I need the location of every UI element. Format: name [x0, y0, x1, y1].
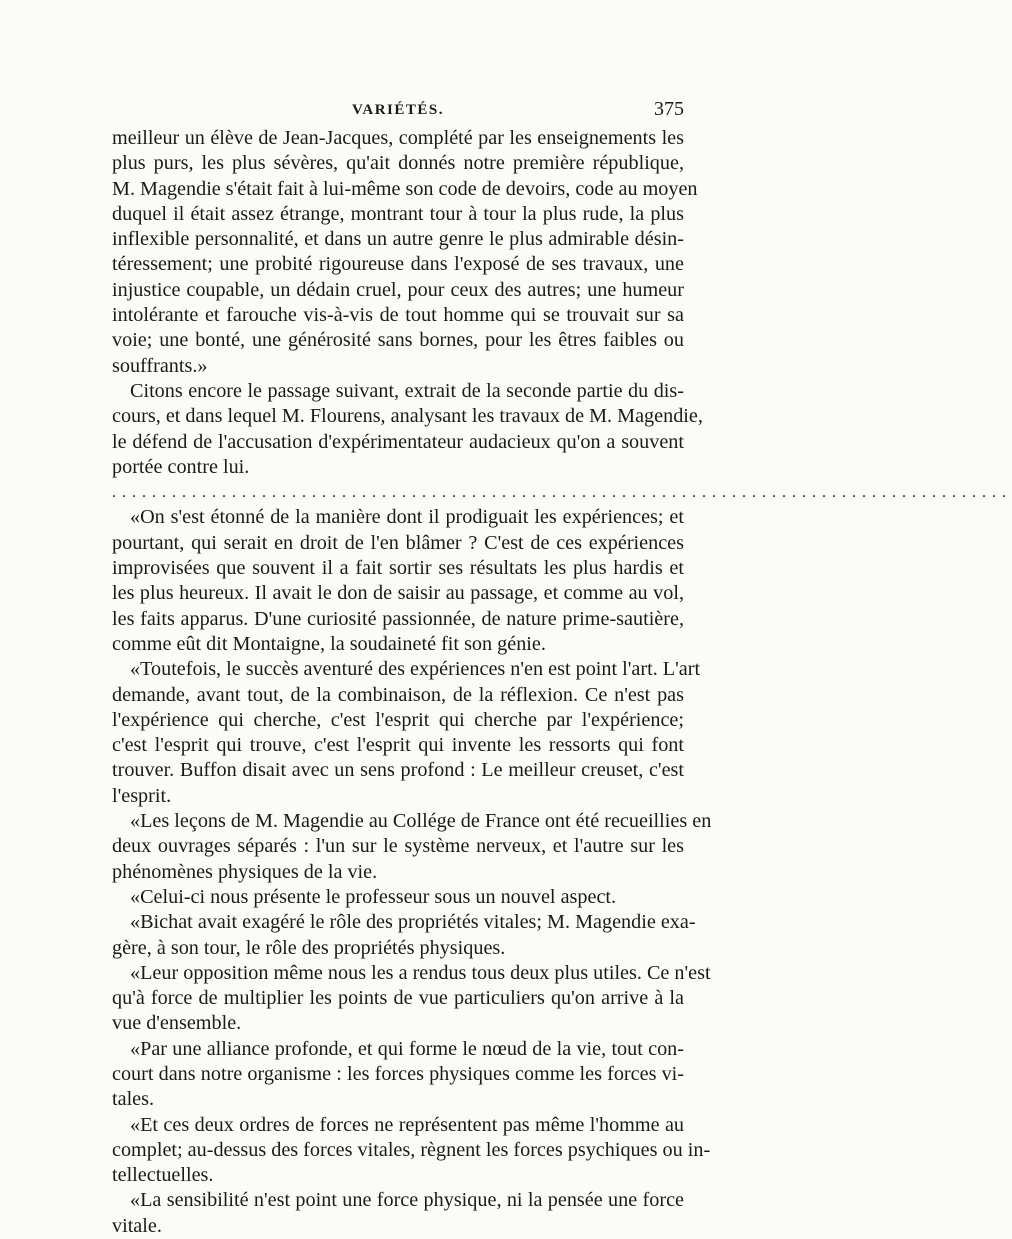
- text-line: duquel il était assez étrange, montrant tour à tour la plus rude, la plus: [112, 202, 684, 225]
- text-line: «Celui-ci nous présente le professeur sous un nouvel aspect.: [130, 885, 617, 908]
- text-line: «Et ces deux ordres de forces ne représentent pas même l'homme au: [130, 1113, 684, 1136]
- text-line: meilleur un élève de Jean-Jacques, complété par les enseignements les: [112, 127, 684, 149]
- text-line: Citons encore le passage suivant, extrait de la seconde partie du dis-: [130, 379, 684, 402]
- text-line: «On s'est étonné de la manière dont il prodiguait les expériences; et: [130, 506, 684, 529]
- page-header: [112, 96, 684, 126]
- text-line: plus purs, les plus sévères, qu'ait donnés notre première république,: [112, 152, 684, 175]
- text-line: qu'à force de multiplier les points de vue particuliers qu'on arrive à la: [112, 987, 684, 1010]
- text-line: M. Magendie s'était fait à lui-même son code de devoirs, code au moyen: [112, 177, 698, 200]
- text-line: portée contre lui.: [112, 455, 250, 478]
- text-line: improvisées que souvent il a fait sortir ses résultats les plus hardis et: [112, 557, 684, 580]
- text-line: court dans notre organisme : les forces physiques comme les forces vi-: [112, 1062, 684, 1085]
- text-line: intolérante et farouche vis-à-vis de tout homme qui se trouvait sur sa: [112, 304, 684, 327]
- text-line: gère, à son tour, le rôle des propriétés physiques.: [112, 936, 506, 959]
- body-text: [112, 126, 1012, 1239]
- text-line: inflexible personnalité, et dans un autre genre le plus admirable désin-: [112, 228, 684, 251]
- text-line: souffrants.»: [112, 354, 208, 377]
- text-line: vue d'ensemble.: [112, 1012, 242, 1035]
- text-line: phénomènes physiques de la vie.: [112, 860, 378, 883]
- text-line: voie; une bonté, une générosité sans bornes, pour les êtres faibles ou: [112, 329, 684, 352]
- text-line: les faits apparus. D'une curiosité passionnée, de nature prime-sautière,: [112, 607, 684, 630]
- page-number: 375: [654, 98, 684, 120]
- text-line: injustice coupable, un dédain cruel, pour ceux des autres; une humeur: [112, 278, 684, 301]
- text-line: pourtant, qui serait en droit de l'en blâmer ? C'est de ces expériences: [112, 531, 684, 554]
- text-line: cours, et dans lequel M. Flourens, analysant les travaux de M. Magendie,: [112, 405, 703, 428]
- text-line: «Bichat avait exagéré le rôle des propriétés vitales; M. Magendie exa-: [130, 911, 696, 934]
- text-line: c'est l'esprit qui trouve, c'est l'esprit qui invente les ressorts qui font: [112, 734, 684, 757]
- book-page: [112, 96, 1012, 1239]
- text-line: complet; au-dessus des forces vitales, règnent les forces psychiques ou in-: [112, 1138, 711, 1161]
- text-line: vitale.: [112, 1214, 162, 1237]
- text-line: «Leur opposition même nous les a rendus tous deux plus utiles. Ce n'est: [130, 961, 711, 984]
- text-line: comme eût dit Montaigne, la soudaineté fit son génie.: [112, 632, 546, 655]
- text-line: «La sensibilité n'est point une force physique, ni la pensée une force: [130, 1189, 684, 1212]
- text-line: trouver. Buffon disait avec un sens profond : Le meilleur creuset, c'est: [112, 759, 684, 782]
- text-line: l'esprit.: [112, 784, 172, 807]
- text-line: tales.: [112, 1088, 155, 1111]
- text-line: tellectuelles.: [112, 1164, 214, 1187]
- ellipsis-separator: ..........................................................................................: [112, 484, 1012, 502]
- text-line: téressement; une probité rigoureuse dans l'exposé de ses travaux, une: [112, 253, 684, 276]
- text-line: deux ouvrages séparés : l'un sur le système nerveux, et l'autre sur les: [112, 835, 684, 858]
- running-title: VARIÉTÉS.: [351, 102, 444, 118]
- text-line: «Les leçons de M. Magendie au Collége de France ont été recueillies en: [130, 810, 712, 833]
- text-line: demande, avant tout, de la combinaison, de la réflexion. Ce n'est pas: [112, 683, 684, 706]
- text-line: «Toutefois, le succès aventuré des expériences n'en est point l'art. L'art: [130, 658, 701, 681]
- text-line: les plus heureux. Il avait le don de saisir au passage, et comme au vol,: [112, 582, 684, 605]
- text-line: le défend de l'accusation d'expérimentateur audacieux qu'on a souvent: [112, 430, 684, 453]
- text-line: «Par une alliance profonde, et qui forme le nœud de la vie, tout con-: [130, 1037, 684, 1060]
- text-line: l'expérience qui cherche, c'est l'esprit qui cherche par l'expérience;: [112, 708, 684, 731]
